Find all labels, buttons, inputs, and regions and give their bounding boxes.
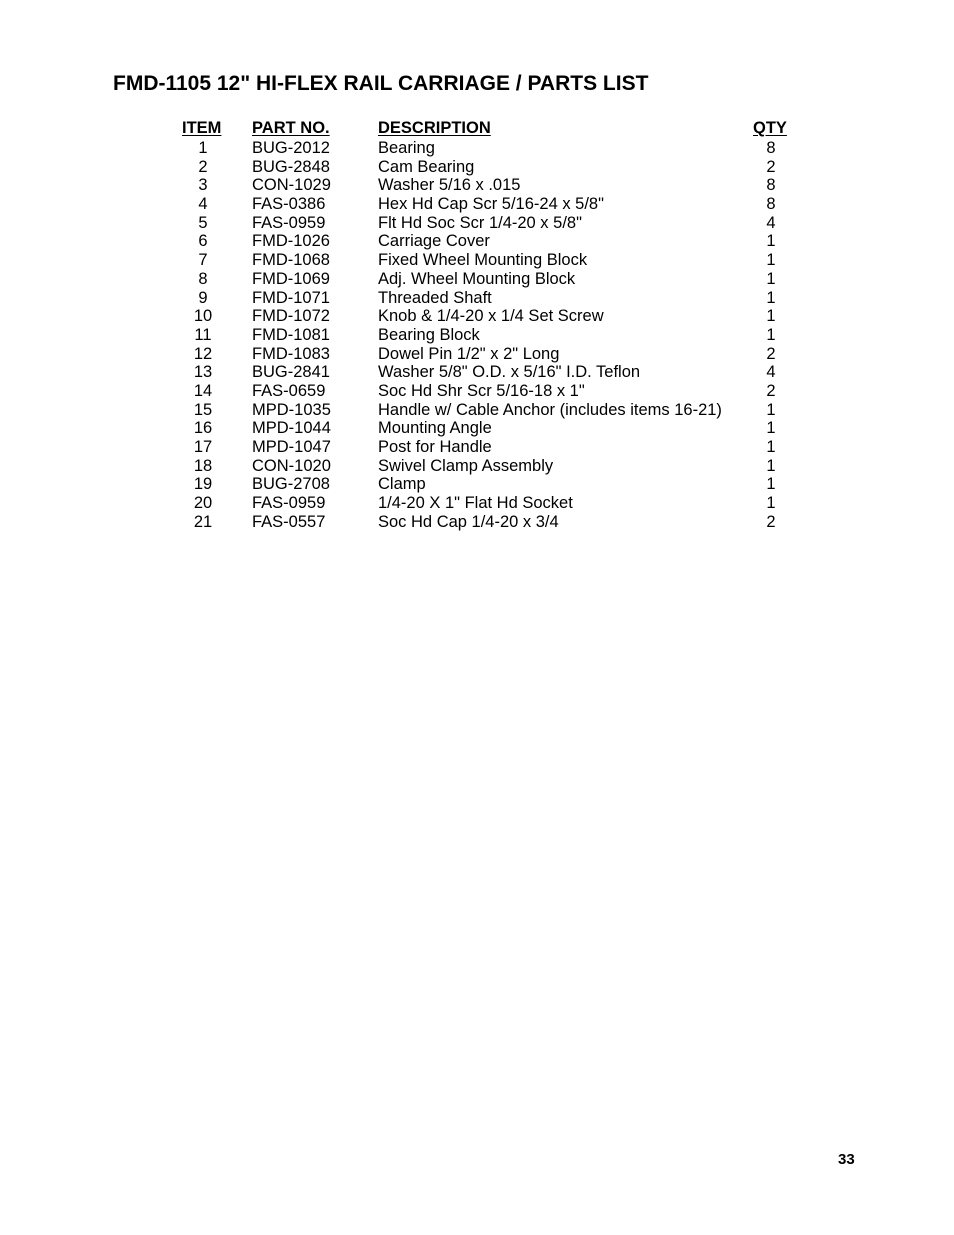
cell-item: 3: [198, 176, 208, 195]
cell-part-no: MPD-1047: [252, 438, 331, 456]
cell-qty: 1: [766, 400, 776, 419]
cell-qty: 1: [766, 494, 776, 513]
cell-qty: 1: [766, 288, 776, 307]
cell-item: 21: [193, 512, 213, 531]
table-row: [176, 195, 796, 214]
table-row: [176, 307, 796, 326]
cell-description: Soc Hd Cap 1/4-20 x 3/4: [378, 512, 559, 531]
cell-part-no: FMD-1081: [252, 325, 330, 344]
cell-part-no: MPD-1044: [252, 419, 331, 438]
cell-item: 16: [193, 419, 213, 438]
cell-part-no: BUG-2012: [252, 139, 330, 157]
cell-description: Post for Handle: [378, 438, 492, 456]
cell-item: 19: [193, 475, 213, 494]
cell-item: 13: [193, 363, 213, 382]
cell-qty: 1: [766, 251, 776, 270]
cell-qty: 8: [766, 139, 776, 157]
cell-qty: 1: [766, 307, 776, 326]
cell-item: 12: [193, 344, 213, 363]
cell-part-no: FMD-1026: [252, 232, 330, 251]
cell-item: 2: [198, 157, 208, 176]
cell-part-no: FMD-1069: [252, 269, 330, 288]
table-row: [176, 382, 796, 401]
cell-part-no: BUG-2848: [252, 157, 330, 176]
cell-description: Clamp: [378, 475, 426, 494]
table-row: [176, 326, 796, 345]
page-title: FMD-1105 12" HI-FLEX RAIL CARRIAGE / PARTS LIST: [113, 72, 649, 95]
table-row: [176, 513, 796, 532]
cell-item: 17: [193, 438, 213, 456]
cell-part-no: FAS-0386: [252, 195, 326, 214]
cell-item: 6: [198, 232, 208, 251]
table-row: [176, 270, 796, 289]
header-part-no: PART NO.: [252, 119, 330, 137]
table-row: [176, 494, 796, 513]
cell-qty: 2: [766, 512, 776, 531]
table-row: [176, 475, 796, 494]
cell-qty: 4: [766, 363, 776, 382]
table-body: [176, 139, 796, 531]
cell-part-no: FAS-0659: [252, 381, 326, 400]
header-item: ITEM: [182, 119, 222, 137]
cell-part-no: CON-1029: [252, 176, 331, 195]
cell-item: 5: [198, 213, 208, 232]
table-row: [176, 176, 796, 195]
parts-table: [176, 117, 796, 531]
cell-part-no: CON-1020: [252, 456, 331, 475]
cell-qty: 8: [766, 176, 776, 195]
cell-item: 18: [193, 456, 213, 475]
cell-item: 7: [198, 251, 208, 270]
cell-description: Carriage Cover: [378, 232, 490, 251]
cell-description: Knob & 1/4-20 x 1/4 Set Screw: [378, 307, 604, 326]
cell-qty: 2: [766, 157, 776, 176]
cell-description: Swivel Clamp Assembly: [378, 456, 554, 475]
cell-qty: 1: [766, 419, 776, 438]
cell-item: 4: [198, 195, 208, 214]
cell-description: Cam Bearing: [378, 157, 475, 176]
cell-item: 15: [193, 400, 213, 419]
cell-description: 1/4-20 X 1" Flat Hd Socket: [378, 494, 573, 513]
cell-item: 20: [193, 494, 213, 513]
cell-part-no: FMD-1072: [252, 307, 330, 326]
cell-part-no: MPD-1035: [252, 400, 331, 419]
cell-description: Washer 5/16 x .015: [378, 176, 521, 195]
table-row: [176, 251, 796, 270]
cell-description: Flt Hd Soc Scr 1/4-20 x 5/8": [378, 213, 582, 232]
table-row: [176, 438, 796, 457]
cell-description: Hex Hd Cap Scr 5/16-24 x 5/8": [378, 195, 604, 214]
cell-item: 9: [198, 288, 208, 307]
header-description: DESCRIPTION: [378, 119, 491, 137]
table-row: [176, 457, 796, 476]
cell-description: Bearing: [378, 139, 435, 157]
cell-description: Fixed Wheel Mounting Block: [378, 251, 588, 270]
cell-part-no: FAS-0959: [252, 494, 326, 513]
table-row: [176, 214, 796, 233]
cell-part-no: FAS-0959: [252, 213, 326, 232]
table-row: [176, 139, 796, 158]
cell-qty: 2: [766, 381, 776, 400]
cell-part-no: FMD-1083: [252, 344, 330, 363]
cell-qty: 4: [766, 213, 776, 232]
cell-part-no: FAS-0557: [252, 512, 326, 531]
cell-item: 10: [193, 307, 213, 326]
cell-part-no: FMD-1071: [252, 288, 330, 307]
table-header: [176, 117, 796, 139]
cell-description: Threaded Shaft: [378, 288, 492, 307]
page-number: 33: [838, 1151, 855, 1168]
table-row: [176, 158, 796, 177]
cell-qty: 1: [766, 325, 776, 344]
cell-qty: 2: [766, 344, 776, 363]
cell-qty: 1: [766, 269, 776, 288]
cell-description: Adj. Wheel Mounting Block: [378, 269, 576, 288]
cell-qty: 1: [766, 456, 776, 475]
table-row: [176, 401, 796, 420]
table-row: [176, 289, 796, 308]
header-qty: QTY: [753, 119, 787, 137]
cell-item: 14: [193, 381, 213, 400]
cell-part-no: BUG-2708: [252, 475, 330, 494]
cell-qty: 8: [766, 195, 776, 214]
table-row: [176, 232, 796, 251]
cell-description: Handle w/ Cable Anchor (includes items 16-21): [378, 400, 722, 419]
cell-qty: 1: [766, 438, 776, 456]
cell-item: 11: [194, 325, 212, 344]
cell-qty: 1: [766, 232, 776, 251]
table-row: [176, 363, 796, 382]
cell-part-no: FMD-1068: [252, 251, 330, 270]
table-row: [176, 345, 796, 364]
cell-description: Washer 5/8" O.D. x 5/16" I.D. Teflon: [378, 363, 641, 382]
cell-description: Bearing Block: [378, 325, 480, 344]
cell-part-no: BUG-2841: [252, 363, 330, 382]
table-row: [176, 419, 796, 438]
cell-item: 1: [198, 139, 208, 157]
cell-item: 8: [198, 269, 208, 288]
cell-description: Dowel Pin 1/2" x 2" Long: [378, 344, 560, 363]
cell-description: Soc Hd Shr Scr 5/16-18 x 1": [378, 381, 585, 400]
cell-description: Mounting Angle: [378, 419, 492, 438]
cell-qty: 1: [766, 475, 776, 494]
